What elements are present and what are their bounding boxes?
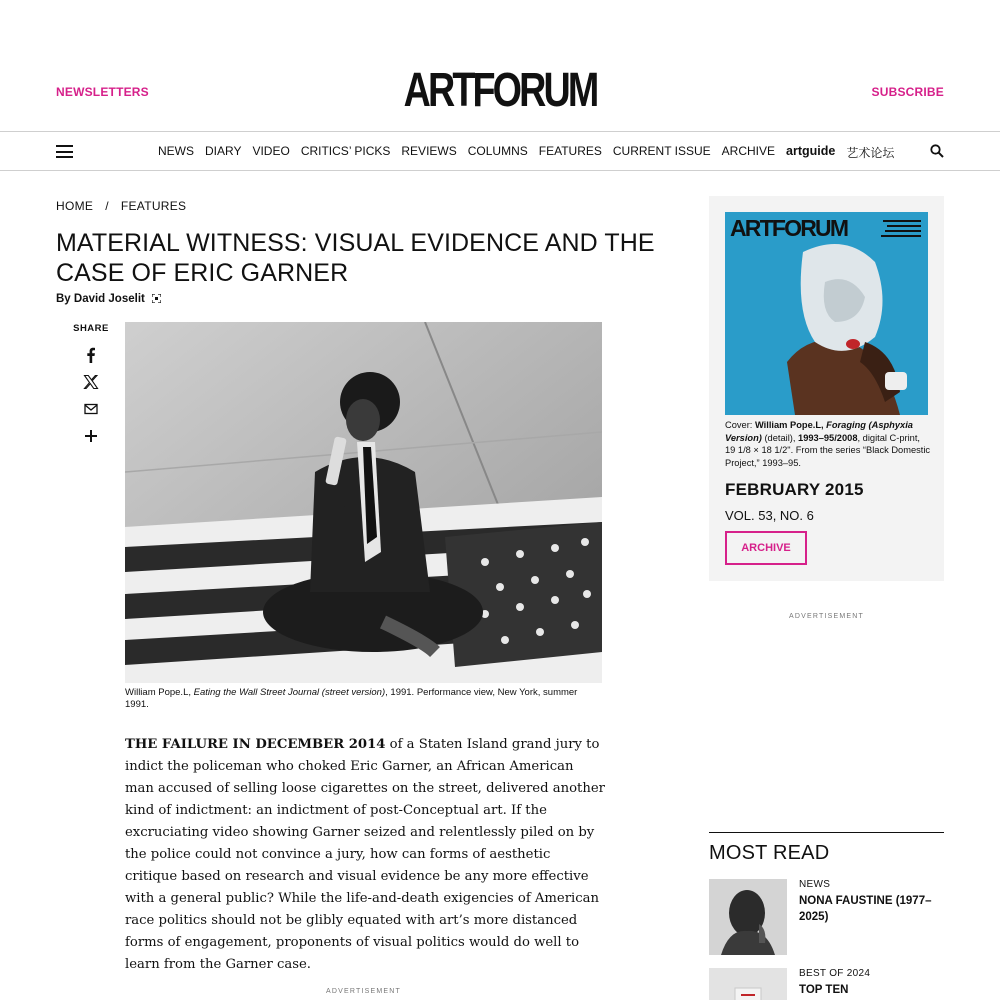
nav-item-current-issue[interactable]: CURRENT ISSUE [612, 144, 711, 158]
advertisement-label [125, 980, 602, 998]
most-read-item[interactable] [709, 968, 944, 1000]
nav-item-news[interactable]: NEWS [158, 144, 194, 158]
most-read-category: BEST OF 2024 [799, 968, 871, 979]
advertisement-text: ADVERTISEMENT [326, 988, 401, 995]
article-title: MATERIAL WITNESS: VISUAL EVIDENCE AND THE CASE OF ERIC GARNER [56, 229, 655, 287]
breadcrumb-home[interactable]: HOME [56, 199, 94, 213]
article-paragraph: of a Staten Island grand jury to indict the policeman who choked Eric Garner, an African American man accused of selling loose cigarettes on the street, delivered another kind of indictment: an indictment of post-Conceptual art. If the excruciating video showing Garner seized and relentlessly piled on by the police could not convince a jury, how can forms of aesthetic critique based on research and visual evidence be any more effective with a general public? While the life-and-death exigencies of American race politics should not be glibly equated with art’s more distanced forms of engagement, proponents of visual politics would do well to learn from the Garner case. [125, 737, 605, 972]
nav-item-columns[interactable]: COLUMNS [467, 144, 528, 158]
plus-icon[interactable] [83, 428, 99, 444]
caption-details: Performance view, New York, summer 1991. [125, 687, 578, 710]
subscribe-link[interactable]: SUBSCRIBE [871, 85, 944, 99]
breadcrumb [56, 199, 186, 213]
masthead [0, 0, 1000, 132]
breadcrumb-features[interactable]: FEATURES [120, 199, 187, 213]
most-read-category: NEWS [799, 879, 831, 890]
facebook-icon[interactable] [83, 347, 99, 363]
share-label: SHARE [73, 323, 109, 334]
nav-items [158, 144, 905, 161]
archive-button[interactable]: ARCHIVE [725, 531, 807, 565]
cover-caption-work-title: Foraging (Asphyxia Version) [725, 420, 913, 443]
nav-item-diary[interactable]: DIARY [205, 144, 242, 158]
hamburger-icon[interactable] [56, 145, 73, 158]
breadcrumb-separator: / [105, 199, 109, 213]
sidebar-advertisement-text: ADVERTISEMENT [789, 613, 864, 620]
article-body [125, 734, 605, 976]
nav-item-reviews[interactable]: REVIEWS [401, 144, 457, 158]
article-lead: THE FAILURE IN DECEMBER 2014 [125, 737, 386, 752]
author-link[interactable]: By David Joselit [56, 293, 145, 305]
nav-item-features[interactable]: FEATURES [538, 144, 602, 158]
sidebar-advertisement-label [709, 605, 944, 623]
most-read-thumbnail-graphic [709, 968, 787, 1000]
hero-caption [125, 687, 602, 711]
magazine-cover-graphic [725, 212, 928, 415]
hero-photo-graphic [125, 322, 602, 683]
caption-year: , 1991. [385, 687, 415, 698]
most-read-thumbnail[interactable] [709, 968, 787, 1000]
most-read-item[interactable] [709, 879, 944, 959]
newsletters-link[interactable]: NEWSLETTERS [56, 85, 149, 99]
cover-caption-artist: William Pope.L, [754, 420, 827, 430]
x-icon[interactable] [83, 374, 99, 390]
issue-month: FEBRUARY 2015 [725, 480, 864, 499]
cover-caption [725, 419, 931, 469]
most-read-headline[interactable]: NONA FAUSTINE (1977–2025) [799, 895, 932, 923]
share-bar [66, 323, 116, 455]
nav-item-video[interactable]: VIDEO [252, 144, 290, 158]
hero-photo [125, 322, 602, 683]
search-icon[interactable] [930, 144, 944, 158]
cover-caption-prefix: Cover: [725, 420, 755, 430]
most-read-heading: MOST READ [709, 842, 830, 864]
nav-item-artguide[interactable]: artguide [786, 144, 836, 158]
caption-artist: William Pope.L, [125, 687, 194, 698]
magazine-cover[interactable] [725, 212, 928, 415]
cover-logo: ARTFORUM [730, 215, 848, 241]
cover-caption-detail: (detail), [761, 432, 799, 443]
nav-item-archive[interactable]: ARCHIVE [721, 144, 776, 158]
nav-item-critics-picks[interactable]: CRITICS’ PICKS [300, 144, 391, 158]
email-icon[interactable] [83, 401, 99, 417]
caption-work-title: Eating the Wall Street Journal (street version) [193, 687, 386, 698]
current-issue-box [709, 196, 944, 581]
expand-icon[interactable] [152, 294, 161, 303]
most-read-headline[interactable]: TOP TEN [799, 984, 849, 996]
issue-volume: VOL. 53, NO. 6 [725, 508, 814, 523]
artforum-logo[interactable]: ARTFORUM [403, 61, 597, 117]
main-nav [0, 132, 1000, 171]
most-read-thumbnail[interactable] [709, 879, 787, 955]
most-read-divider [709, 832, 944, 833]
byline [56, 293, 161, 305]
nav-item-chinese-edition[interactable]: 艺术论坛 [846, 146, 895, 160]
cover-caption-details: , digital C-print, 19 1/8 × 18 1/2". From the series “Black Domestic Project,” 1993–95. [725, 432, 931, 468]
cover-caption-years: 1993–95/2008 [798, 432, 858, 443]
most-read-thumbnail-graphic [709, 879, 787, 955]
